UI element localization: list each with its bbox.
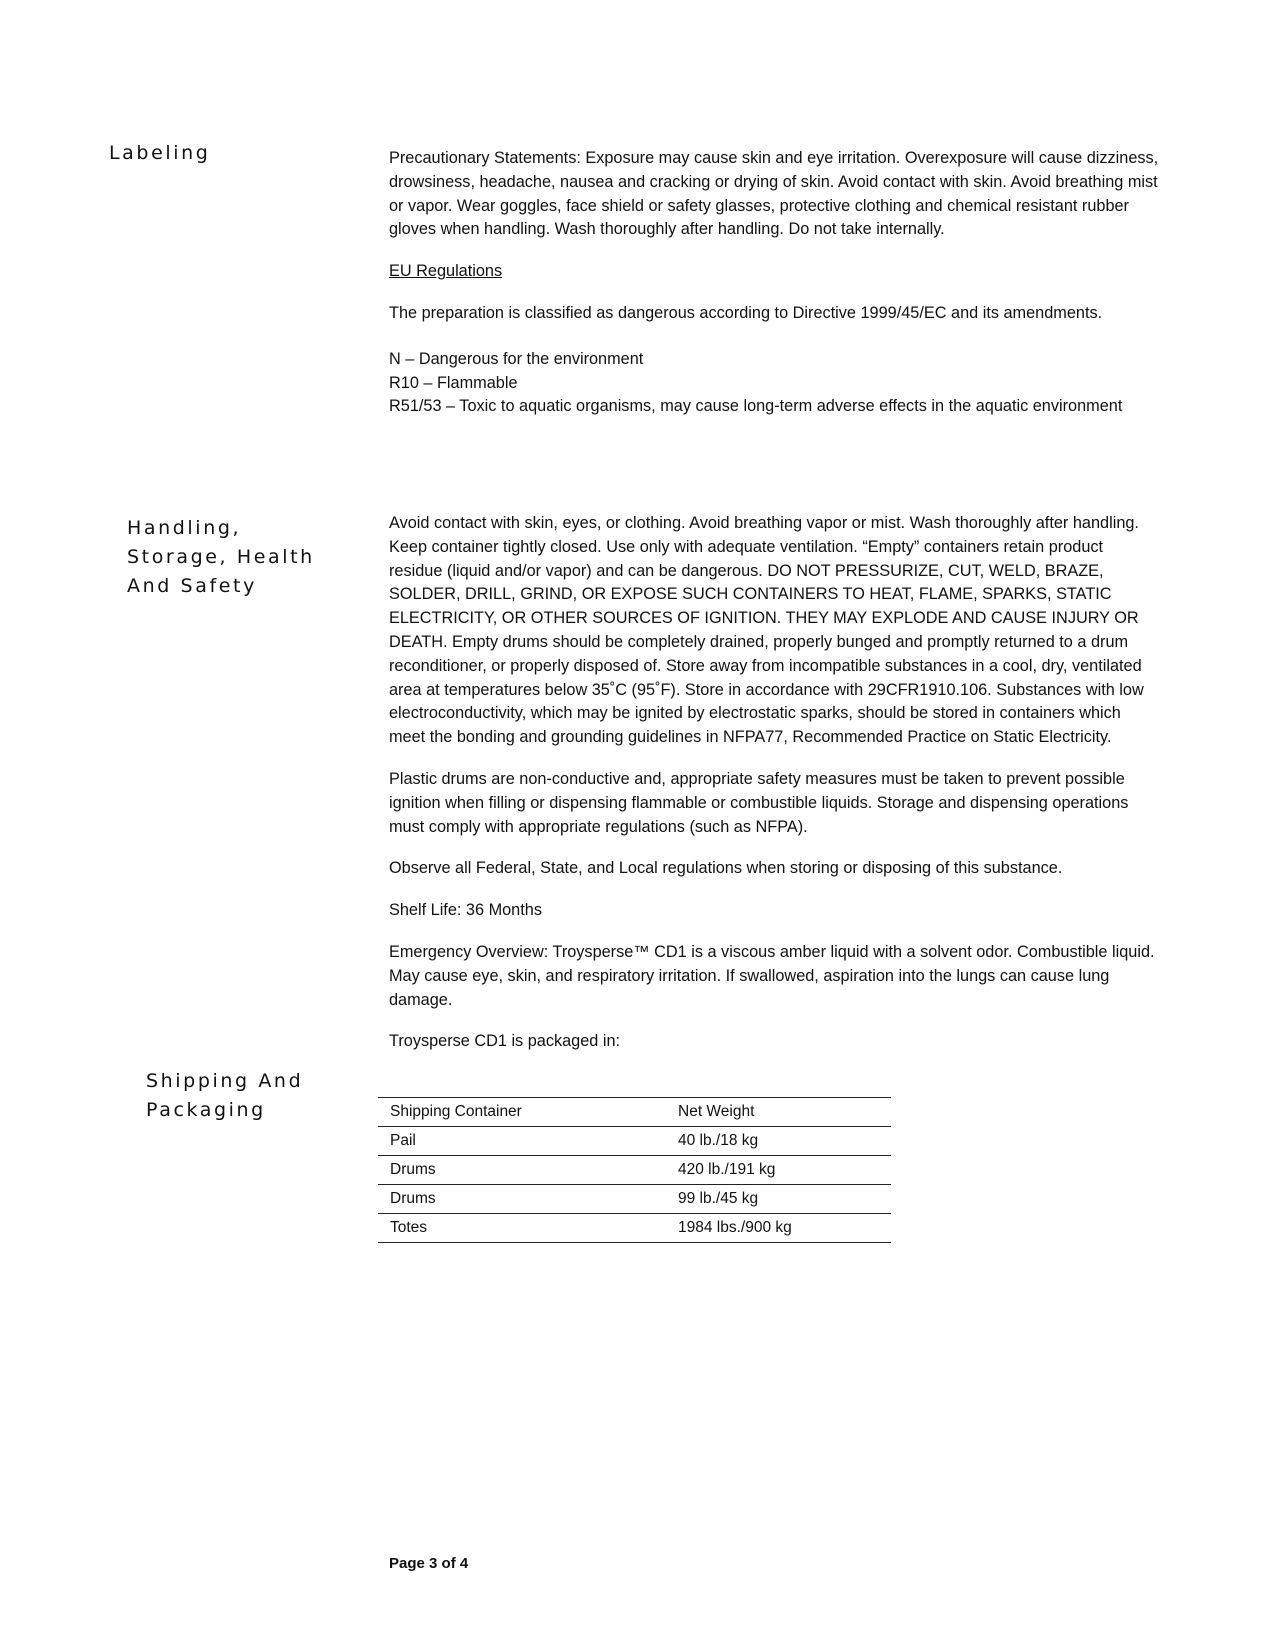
table-cell: 420 lb./191 kg <box>666 1156 891 1185</box>
risk-phrase: N – Dangerous for the environment <box>389 349 644 368</box>
table-row <box>378 1214 891 1243</box>
table-row <box>378 1127 891 1156</box>
table-cell: 99 lb./45 kg <box>666 1185 891 1214</box>
packaging-intro: Troysperse CD1 is packaged in: <box>389 1032 621 1051</box>
page-number: Page 3 of 4 <box>389 1555 469 1572</box>
table-cell: 40 lb./18 kg <box>666 1127 891 1156</box>
table-cell: Pail <box>378 1127 666 1156</box>
heading-line: And Safety <box>127 575 257 597</box>
column-header: Net Weight <box>666 1098 891 1127</box>
precautionary-statements: Precautionary Statements: Exposure may cause skin and eye irritation. Overexposure will cause dizziness, drowsiness, headache, nausea and cracking or drying of skin. Avoid contact with skin. Avoid breathing mist or vapor. Wear goggles, face shield or safety glasses, protective clothing and chemical resistant rubber gloves when handling. Wash thoroughly after handling. Do not take internally. <box>389 149 1159 239</box>
handling-body <box>389 512 1159 1054</box>
table-row <box>378 1156 891 1185</box>
risk-phrase: R10 – Flammable <box>389 373 518 392</box>
section-heading-shipping <box>146 1067 303 1125</box>
heading-line: Packaging <box>146 1099 266 1121</box>
table-row <box>378 1185 891 1214</box>
table-cell: Totes <box>378 1214 666 1243</box>
risk-phrases <box>389 348 1159 419</box>
handling-paragraph: Plastic drums are non-conductive and, appropriate safety measures must be taken to prevent possible ignition when filling or dispensing flammable or combustible liquids. Storage and dispensing operations must comply with appropriate regulations (such as NFPA). <box>389 769 1129 836</box>
section-heading-labeling <box>109 139 210 168</box>
heading-line: Handling, <box>127 517 242 539</box>
eu-regulations-heading: EU Regulations <box>389 262 503 281</box>
table-cell: 1984 lbs./900 kg <box>666 1214 891 1243</box>
table-cell: Drums <box>378 1156 666 1185</box>
heading-line: Labeling <box>109 142 211 164</box>
risk-phrase: R51/53 – Toxic to aquatic organisms, may cause long-term adverse effects in the aquatic environment <box>389 397 1123 416</box>
heading-line: Shipping And <box>146 1070 304 1092</box>
shipping-table <box>378 1097 891 1243</box>
handling-paragraph: Observe all Federal, State, and Local regulations when storing or disposing of this substance. <box>389 859 1063 878</box>
emergency-overview: Emergency Overview: Troysperse™ CD1 is a viscous amber liquid with a solvent odor. Combustible liquid. May cause eye, skin, and respiratory irritation. If swallowed, aspiration into the lungs can cause lung damage. <box>389 942 1155 1009</box>
heading-line: Storage, Health <box>127 546 315 568</box>
shelf-life: Shelf Life: 36 Months <box>389 901 542 920</box>
table-header-row <box>378 1098 891 1127</box>
table-cell: Drums <box>378 1185 666 1214</box>
section-heading-handling <box>127 514 315 601</box>
handling-paragraph: Avoid contact with skin, eyes, or clothing. Avoid breathing vapor or mist. Wash thoroughly after handling. Keep container tightly closed. Use only with adequate ventilation. “Empty” containers retain product residue (liquid and/or vapor) and can be dangerous. DO NOT PRESSURIZE, CUT, WELD, BRAZE, SOLDER, DRILL, GRIND, OR EXPOSE SUCH CONTAINERS TO HEAT, FLAME, SPARKS, STATIC ELECTRICITY, OR OTHER SOURCES OF IGNITION. THEY MAY EXPLODE AND CAUSE INJURY OR DEATH. Empty drums should be completely drained, properly bunged and promptly returned to a drum reconditioner, or properly disposed of. Store away from incompatible substances in a cool, dry, ventilated area at temperatures below 35˚C (95˚F). Store in accordance with 29CFR1910.106. Substances with low electroconductivity, which may be ignited by electrostatic sparks, should be stored in containers which meet the bonding and grounding guidelines in NFPA77, Recommended Practice on Static Electricity. <box>389 514 1144 747</box>
eu-regulations-text: The preparation is classified as dangerous according to Directive 1999/45/EC and its amendments. <box>389 303 1103 322</box>
column-header: Shipping Container <box>378 1098 666 1127</box>
labeling-body <box>389 147 1159 419</box>
